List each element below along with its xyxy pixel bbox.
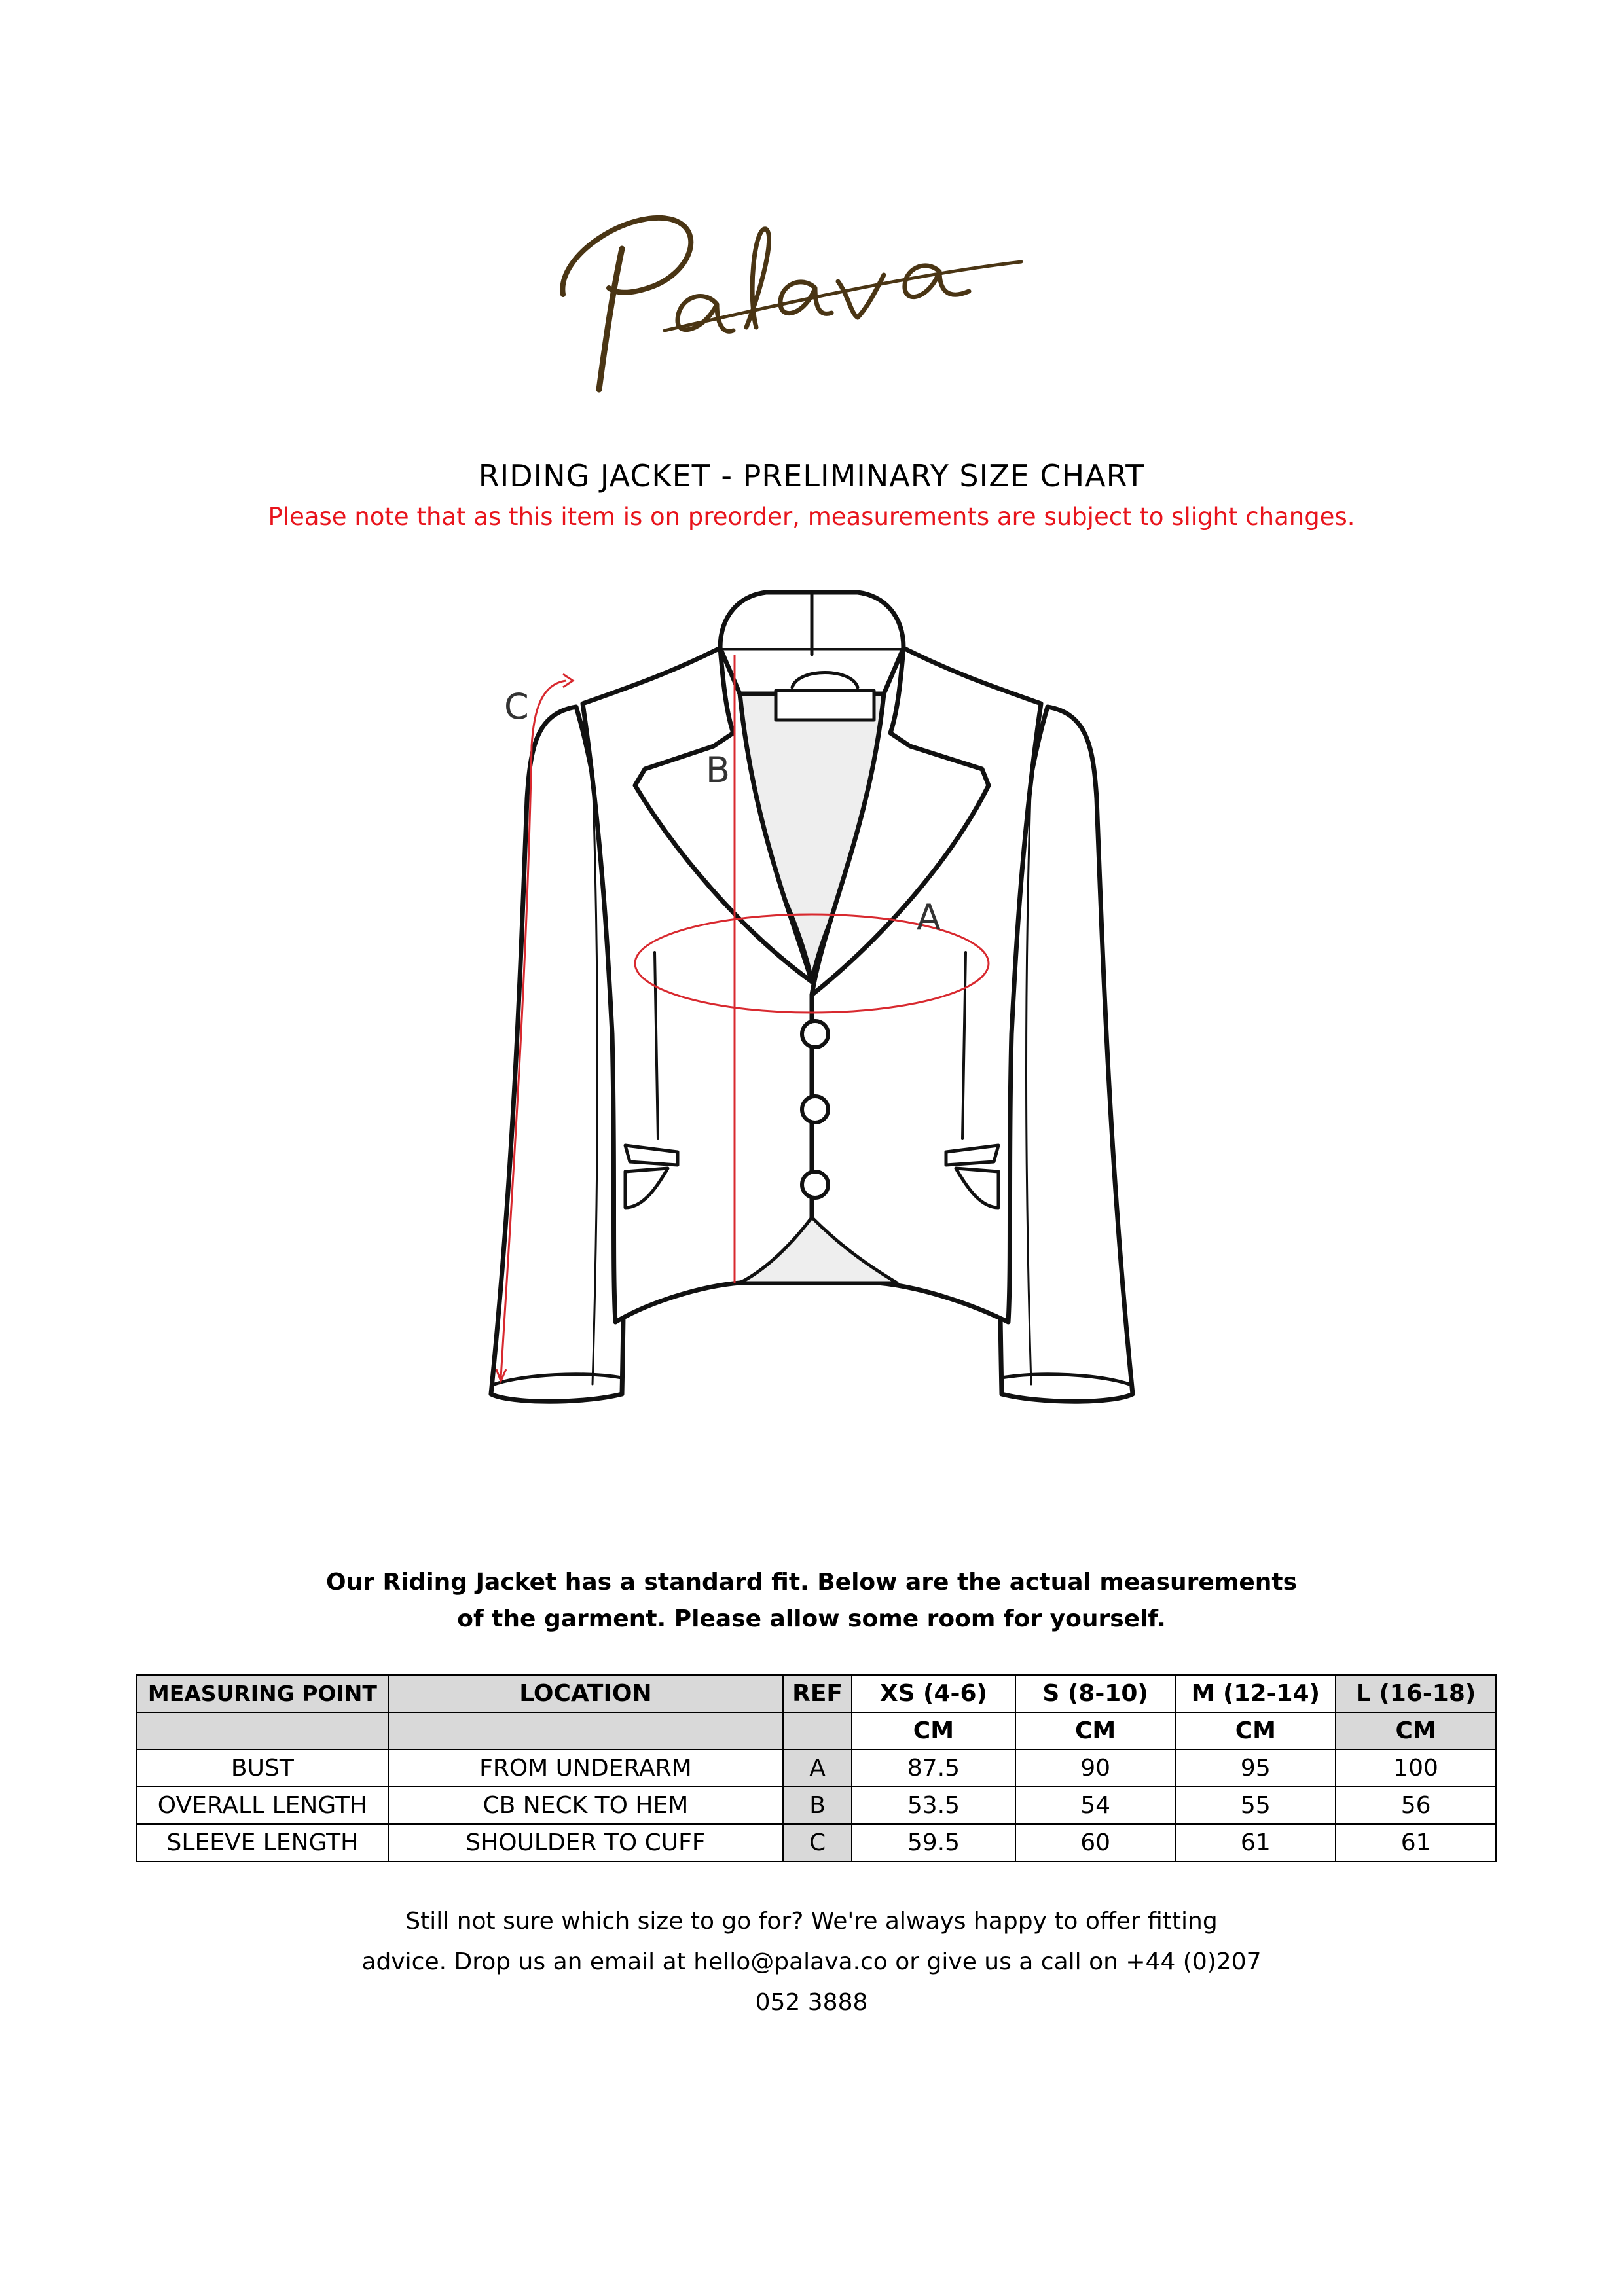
size-table [136, 1674, 1497, 1862]
fit-note [0, 1564, 1623, 1638]
jacket-outline [491, 592, 1133, 1401]
contact-note [0, 1901, 1623, 2023]
table-row: SLEEVE LENGTH SHOULDER TO CUFF C 59.5 60 61 61 [137, 1824, 1496, 1861]
header-size-s: S (8-10) [1015, 1675, 1176, 1712]
unit-s: CM [1015, 1712, 1176, 1749]
fit-note-line-1: Our Riding Jacket has a standard fit. Below are the actual measurements [325, 1569, 1298, 1596]
header-location: LOCATION [388, 1675, 783, 1712]
header-size-xs: XS (4-6) [852, 1675, 1015, 1712]
jacket-diagram [458, 576, 1165, 1492]
unit-xs: CM [852, 1712, 1015, 1749]
header-measuring-point: MEASURING POINT [137, 1675, 388, 1712]
label-c: C [504, 686, 529, 727]
table-units-row [137, 1712, 1496, 1749]
table-row: OVERALL LENGTH CB NECK TO HEM B 53.5 54 55 56 [137, 1787, 1496, 1824]
contact-line-2: advice. Drop us an email at hello@palava.co or give us a call on +44 (0)207 [361, 1948, 1262, 1975]
header-size-m: M (12-14) [1175, 1675, 1336, 1712]
table-header-row [137, 1675, 1496, 1712]
header-ref: REF [783, 1675, 852, 1712]
palava-logo [550, 164, 1048, 412]
contact-line-3: 052 3888 [755, 1989, 868, 2016]
unit-m: CM [1175, 1712, 1336, 1749]
header-size-l: L (16-18) [1336, 1675, 1496, 1712]
contact-line-1: Still not sure which size to go for? We're always happy to offer fitting [405, 1908, 1218, 1935]
fit-note-line-2: of the garment. Please allow some room for yourself. [457, 1605, 1166, 1632]
table-row: BUST FROM UNDERARM A 87.5 90 95 100 [137, 1749, 1496, 1787]
preorder-notice: Please note that as this item is on preorder, measurements are subject to slight changes. [268, 503, 1355, 531]
page-title: RIDING JACKET - PRELIMINARY SIZE CHART [478, 458, 1145, 493]
unit-l: CM [1336, 1712, 1496, 1749]
label-a: A [917, 897, 941, 938]
label-b: B [706, 749, 731, 791]
